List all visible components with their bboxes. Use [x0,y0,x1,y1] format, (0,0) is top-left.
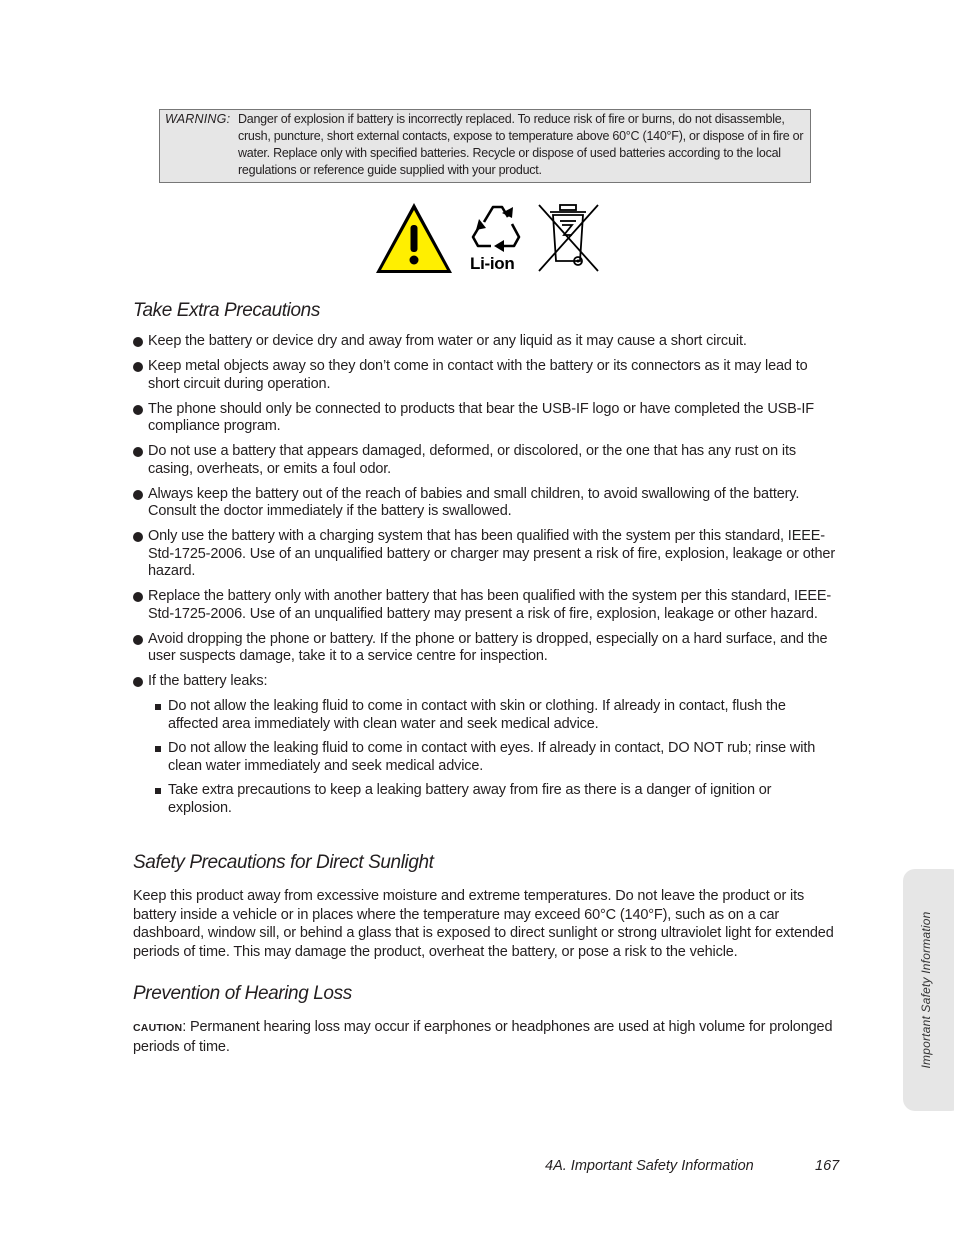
safety-icons [374,201,604,275]
list-item [133,528,839,581]
bullet-dot [133,592,143,602]
footer-section-title: 4A. Important Safety Information [545,1158,754,1174]
list-item [133,358,839,393]
list-item-text: Do not use a battery that appears damaged, deformed, or discolored, or the one that has any rust on its casing, overheats, or emits a foul odor. [148,443,796,477]
bullet-dot [133,405,143,415]
list-item [133,333,839,351]
heading-hearing-loss: Prevention of Hearing Loss [133,983,352,1004]
sub-list-item-text: Take extra precautions to keep a leaking battery away from fire as there is a danger of ignition or explosion. [168,782,772,816]
square-bullet-icon [155,704,161,710]
precautions-list [133,333,839,824]
side-tab-label: Important Safety Information [919,911,933,1069]
bullet-dot [133,532,143,542]
recycle-icon [466,202,526,252]
list-item-text: Always keep the battery out of the reach of babies and small children, to avoid swallowing of the battery. Consult the doctor immediately if the battery is swallowed. [148,485,800,519]
sub-list-item [133,740,839,775]
list-item [133,443,839,478]
sunlight-paragraph: Keep this product away from excessive moisture and extreme temperatures. Do not leave the product or its battery inside a vehicle or in places where the temperature may exceed 60°C (140°F), such as on a car dashboard, window sill, or behind a glass that is exposed to direct sunlight or strong ultraviolet light for extended periods of time. This may damage the product, overheat the battery, or pose a risk to the vehicle. [133,888,834,960]
warning-text: Danger of explosion if battery is incorrectly replaced. To reduce risk of fire or burns, do not disassemble, crush, puncture, short external contacts, expose to temperature above 60°C (140°F), or dispose of in fire or water. Replace only with specified batteries. Recycle or dispose of used batteries according to the local regulations or reference guide supplied with your product. [238,112,804,177]
list-item [133,631,839,666]
list-item [133,486,839,521]
crossed-out-bin-icon [534,203,602,273]
hearing-paragraph [133,1018,839,1056]
warning-label: WARNING: [165,112,231,126]
list-item-text: Keep metal objects away so they don’t come in contact with the battery or its connectors as it may lead to short circuit during operation. [148,358,808,392]
list-item [133,673,839,691]
bullet-dot [133,362,143,372]
warning-box [159,109,811,183]
list-item-text: Replace the battery only with another battery that has been qualified with the system per this standard, IEEE-Std-1725-2006. Use of an unqualified battery may present a risk of fire, explosion, leakage or other hazard. [148,588,832,622]
list-item-text: Avoid dropping the phone or battery. If the phone or battery is dropped, especially on a hard surface, and the user suspects damage, take it to a service centre for inspection. [148,630,828,664]
warning-triangle-icon [374,201,454,275]
list-item-text: Only use the battery with a charging system that has been qualified with the system per this standard, IEEE-Std-1725-2006. Use of an unqualified battery or charger may present a risk of fire, explosion, leakage or other hazard. [148,528,835,579]
bullet-dot [133,447,143,457]
list-item [133,401,839,436]
heading-take-extra-precautions: Take Extra Precautions [133,300,320,321]
caution-label: CAUTION [133,1022,183,1034]
sub-list-item-text: Do not allow the leaking fluid to come in contact with skin or clothing. If already in contact, flush the affected area immediately with clean water and seek medical advice. [168,698,786,732]
square-bullet-icon [155,746,161,752]
sub-list-item [133,782,839,817]
caution-text: : Permanent hearing loss may occur if earphones or headphones are used at high volume for prolonged periods of time. [133,1019,833,1055]
sub-list-item-text: Do not allow the leaking fluid to come in contact with eyes. If already in contact, DO NOT rub; rinse with clean water immediately and seek medical advice. [168,740,816,774]
bullet-dot [133,337,143,347]
bullet-dot [133,677,143,687]
sub-list-item [133,698,839,733]
list-item-text: The phone should only be connected to products that bear the USB-IF logo or have completed the USB-IF compliance program. [148,400,814,434]
list-item-text: If the battery leaks: [148,673,268,689]
bullet-dot [133,635,143,645]
list-item-text: Keep the battery or device dry and away from water or any liquid as it may cause a short circuit. [148,333,747,349]
heading-direct-sunlight: Safety Precautions for Direct Sunlight [133,852,434,873]
list-item [133,588,839,623]
page-number: 167 [815,1158,840,1174]
li-ion-label: Li-ion [470,254,515,273]
square-bullet-icon [155,788,161,794]
bullet-dot [133,490,143,500]
